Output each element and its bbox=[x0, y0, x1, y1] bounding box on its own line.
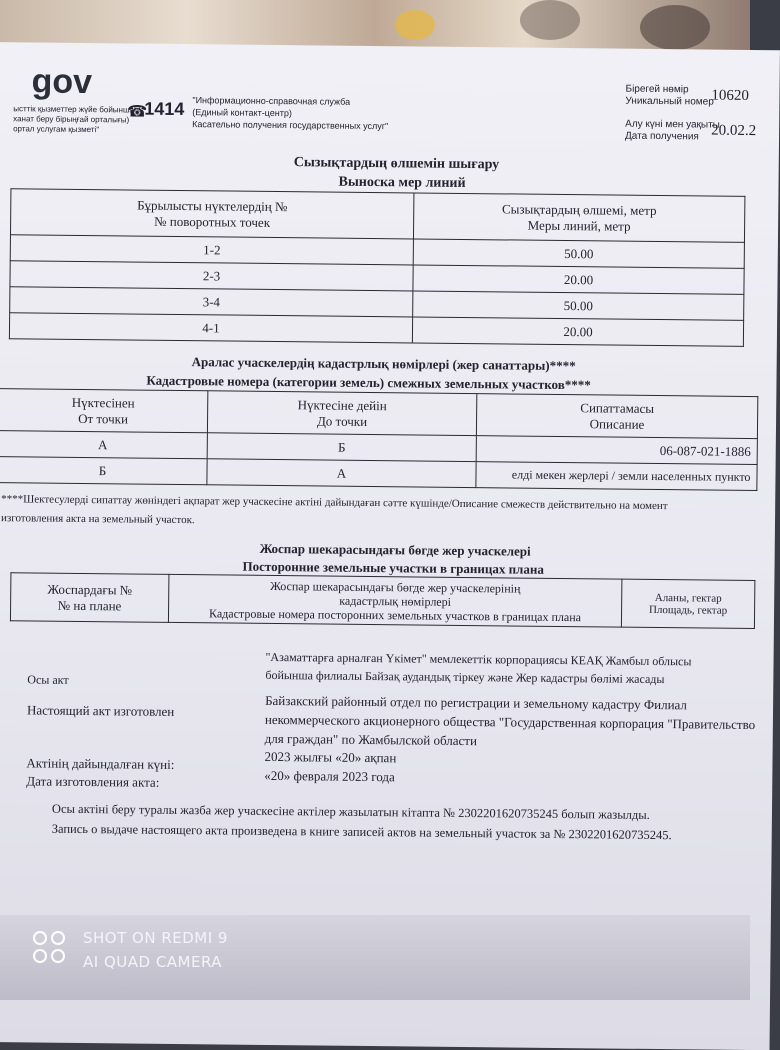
act-date-label: Актінің дайындалған күні: Дата изготовления акта: bbox=[26, 755, 175, 790]
receipt-date-value: 20.02.2 bbox=[711, 122, 757, 140]
length-cell: 50.00 bbox=[413, 291, 744, 320]
col-header-plan-number: Жоспардағы № № на плане bbox=[10, 573, 168, 623]
phone-icon: ☎ bbox=[127, 103, 148, 121]
points-cell: 4-1 bbox=[9, 313, 412, 343]
foreign-title-kz: Жоспар шекарасындағы бөгде жер учаскелері bbox=[259, 540, 531, 559]
camera-watermark-line1: SHOT ON REDMI 9 bbox=[83, 929, 228, 947]
from-cell: Б bbox=[0, 457, 207, 485]
to-cell: Б bbox=[207, 433, 476, 462]
foreign-title-ru: Посторонние земельные участки в границах плана bbox=[242, 558, 544, 577]
receipt-date-label: Алу күні мен уақыты Дата получения bbox=[624, 118, 720, 143]
unique-number-label: Бірегей нөмір Уникальный номер bbox=[625, 83, 714, 108]
points-cell: 2-3 bbox=[10, 261, 413, 291]
flower-pattern bbox=[520, 0, 580, 40]
length-cell: 50.00 bbox=[413, 239, 744, 268]
egov-logo: gov bbox=[31, 62, 93, 102]
col-header-length: Сызықтардың өлшемі, метр Меры линий, метр bbox=[413, 193, 744, 242]
length-cell: 20.00 bbox=[413, 265, 744, 294]
col-header-from: Нүктесінен От точки bbox=[0, 389, 208, 433]
act-label-kz: Осы акт bbox=[27, 672, 69, 687]
col-header-cadastral: Жоспар шекарасындағы бөгде жер учаскелерінің кадастрлық нөмірлері Кадастровые номера посторонних земельных участков в границах плана bbox=[168, 574, 621, 627]
adjacent-parcels-table bbox=[0, 388, 758, 491]
from-cell: А bbox=[0, 431, 207, 459]
call-center-number: 1414 bbox=[144, 98, 185, 120]
col-header-area: Аланы, гектар Площадь, гектар bbox=[621, 579, 754, 628]
camera-watermark-line2: AI QUAD CAMERA bbox=[83, 953, 223, 971]
service-info: "Информационно-справочная служба (Единый контакт-центр) Касательно получения государственных услуг" bbox=[192, 95, 389, 132]
unique-number-value: 10620 bbox=[711, 87, 750, 104]
col-header-points: Бұрылысты нүктелердің № № поворотных точек bbox=[10, 189, 413, 239]
points-cell: 1-2 bbox=[10, 235, 413, 265]
points-cell: 3-4 bbox=[10, 287, 413, 317]
act-date-value: 2023 жылғы «20» ақпан «20» февраля 2023 года bbox=[264, 748, 397, 785]
act-value-ru: Байзакский районный отдел по регистрации и земельному кадастру Филиал некоммерческого акционерного общества "Государственная корпорация "Правительство для граждан" по Жамбылской области bbox=[264, 692, 756, 749]
flower-pattern bbox=[640, 5, 710, 50]
col-header-to: Нүктесіне дейін До точки bbox=[207, 391, 476, 436]
logo-caption: ысттік қызметтер жүйе бойынша ханат беру бірыңғай орталығы) ортал услугам қызметі" bbox=[13, 104, 134, 135]
act-value-kz: "Азаматтарға арналған Үкімет" мемлекеттік корпорациясы КЕАҚ Жамбыл облысы бойынша филиалы Байзақ аудандық тіркеу және Жер кадастры бөлімі жасады bbox=[265, 649, 692, 687]
neighbors-title-kz: Аралас учаскелердің кадастрлық нөмірлері (жер санаттары)**** bbox=[191, 354, 576, 374]
lines-title-ru: Выноска мер линий bbox=[338, 174, 466, 191]
document-page bbox=[0, 42, 780, 1050]
footnote: ****Шектесулерді сипаттау жөніндегі ақпарат жер учаскесіне актіні дайындаған сәтте күшінде/Описание смежеств действительно на момент изготовления акта на земельный участок. bbox=[0, 493, 668, 527]
act-label-ru: Настоящий акт изготовлен bbox=[26, 702, 175, 719]
neighbors-title-ru: Кадастровые номера (категории земель) смежных земельных участков**** bbox=[146, 372, 591, 393]
lines-title-kz: Сызықтардың өлшемін шығару bbox=[293, 155, 500, 173]
redmi-logo-icon bbox=[33, 931, 67, 965]
line-measures-table bbox=[9, 188, 746, 347]
description-cell: 06-087-021-1886 bbox=[476, 436, 757, 465]
description-cell: елді мекен жерлері / земли населенных пункто bbox=[476, 462, 757, 491]
flower-pattern bbox=[395, 10, 435, 40]
to-cell: А bbox=[207, 459, 476, 488]
col-header-description: Сипаттамасы Описание bbox=[476, 394, 757, 439]
length-cell: 20.00 bbox=[412, 317, 743, 346]
record-statement: Осы актіні беру туралы жазба жер учаскесіне актілер жазылатын кітапта № 2302201620735245 болып жазылды. Запись о выдаче настоящего акта произведена в книге записей актов на земельный участок за № 2302201620735245. bbox=[51, 801, 672, 843]
foreign-parcels-table bbox=[10, 572, 755, 629]
